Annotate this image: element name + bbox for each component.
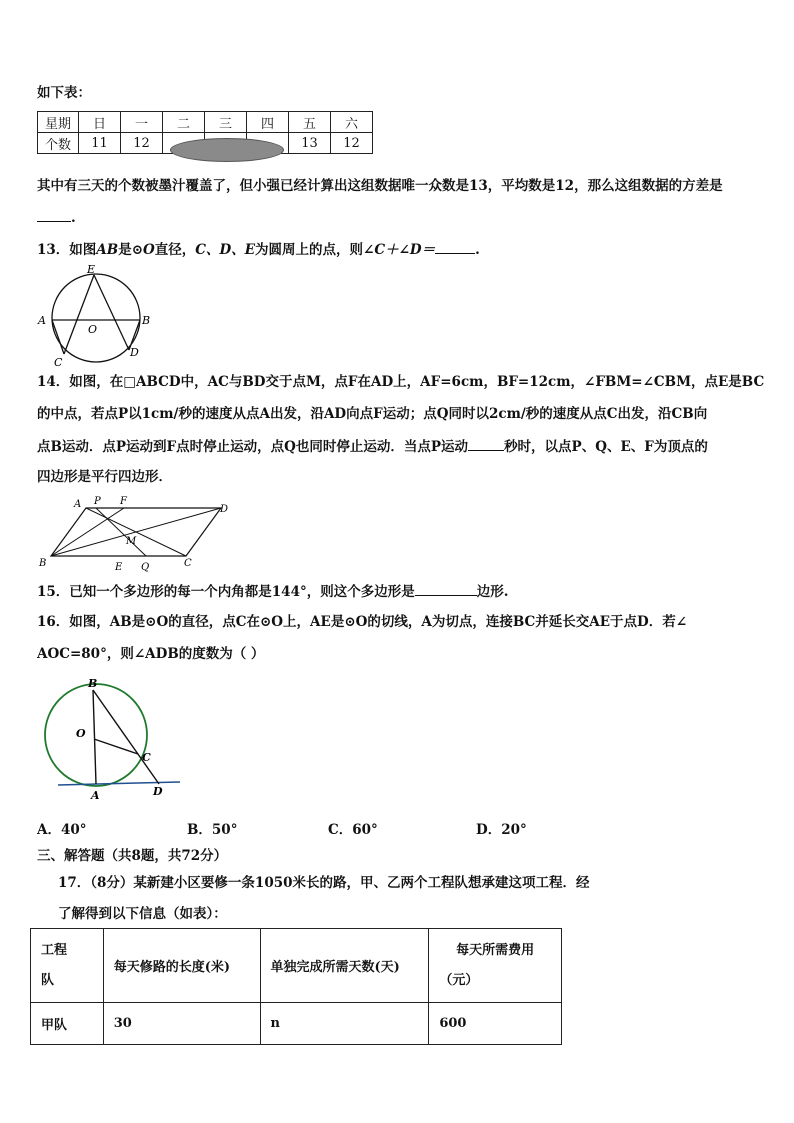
answer-blank [37,207,71,222]
table-row [31,1003,562,1045]
circle-shape [52,274,140,362]
cell-cost: 600 [429,1003,562,1045]
q13-text [37,239,480,260]
option-a[interactable]: A．40° [37,822,87,838]
cell-days: n [260,1003,429,1045]
line-bd [93,690,159,784]
q13-points: C、D、E [195,242,256,258]
label-a: A [91,789,100,802]
label-b: B [142,314,151,327]
q16-line2: AOC=80°，则∠ADB的度数为（ ） [37,646,265,662]
count-cell: 13 [289,133,331,154]
label-c: C [142,751,151,764]
label-c: C [54,356,63,369]
header-days: 单独完成所需天数(天) [260,929,429,1003]
label-p: P [94,496,101,507]
cell-team: 甲队 [31,1003,104,1045]
count-cell: 12 [121,133,163,154]
cell-length: 30 [103,1003,260,1045]
diagonal-bd [51,508,221,556]
q14-line3 [37,436,708,457]
count-cell: 11 [79,133,121,154]
label-d: D [130,346,139,359]
q15-prefix: 15．已知一个多边形的每一个内角都是144°，则这个多边形是 [37,584,415,600]
chord-ed [94,275,129,350]
intro-text: 如下表： [37,85,91,101]
label-b: B [39,558,47,569]
answer-blank [468,436,504,451]
segment-bf [51,508,124,556]
label-e: E [115,562,123,573]
q13-expression: ∠C＋∠D＝ [363,242,436,258]
q14-line1: 14．如图，在□ABCD中，AC与BD交于点M，点F在AD上，AF=6cm，BF=12cm，∠FBM=∠CBM，点E是BC [37,374,765,390]
label-m: M [126,536,137,547]
section-heading: 三、解答题（共8题，共72分） [37,848,228,864]
header-length: 每天修路的长度(米) [103,929,260,1003]
day-cell: 三 [205,112,247,133]
q15-suffix: 边形. [476,584,509,600]
count-cell: 12 [331,133,373,154]
diameter-ab [93,690,96,784]
label-o: O [88,323,98,336]
label-d: D [153,785,163,798]
segment-pq [96,508,146,556]
q12-line2 [37,207,76,228]
day-cell: 一 [121,112,163,133]
q14-line3-b: 秒时，以点P、Q、E、F为顶点的 [504,439,708,455]
header-team [31,929,104,1003]
q13-circle: ⊙O [131,242,155,258]
header-team-line2: 队 [41,972,55,988]
header-cost-line1: 每天所需费用 [456,942,535,958]
label-b: B [88,677,98,690]
q13-prefix: 13．如图 [37,242,97,258]
answer-blank [435,239,475,254]
header-team-line1: 工程 [41,942,68,958]
label-q: Q [141,562,150,573]
q14-line4: 四边形是平行四边形． [37,469,172,485]
table-row-header: 星期 [38,112,79,133]
label-e: E [87,263,96,276]
q16-circle-figure [38,672,188,804]
chord-ce [64,275,94,354]
chord-ac [52,320,64,354]
header-cost-line2: （元） [439,972,479,988]
q14-parallelogram-figure [36,492,236,574]
option-c[interactable]: C．60° [328,822,378,838]
label-o: O [76,727,86,740]
q13-mid2: 直径， [154,242,196,258]
day-cell: 五 [289,112,331,133]
label-a: A [38,314,46,327]
option-d[interactable]: D．20° [476,822,527,838]
q13-ab: AB [96,242,119,258]
q13-end: . [475,242,480,258]
q12-line1: 其中有三天的个数被墨汁覆盖了，但小强已经计算出这组数据唯一众数是13，平均数是12，那么这组数据的方差是 [37,178,723,194]
day-cell: 六 [331,112,373,133]
q16-line1: 16．如图，AB是⊙O的直径，点C在⊙O上，AE是⊙O的切线，A为切点，连接BC并延长交AE于点D．若∠ [37,614,688,630]
q17-line2: 了解得到以下信息（如表）： [58,906,227,922]
option-b[interactable]: B．50° [187,822,238,838]
team-info-table [30,928,562,1045]
answer-blank [415,581,477,596]
day-cell: 四 [247,112,289,133]
label-d: D [220,504,229,515]
table-row-header: 个数 [38,133,79,154]
header-cost [429,929,562,1003]
q17-line1: 17．（8分）某新建小区要修一条1050米长的路，甲、乙两个工程队想承建这项工程．经 [58,875,590,891]
q14-line2: 的中点，若点P以1cm/秒的速度从点A出发，沿AD向点F运动；点Q同时以2cm/秒的速度从点C出发，沿CB向 [37,406,708,422]
q14-line3-a: 点B运动．点P运动到F点时停止运动，点Q也同时停止运动．当点P运动 [37,439,469,455]
day-cell: 日 [79,112,121,133]
ink-blot [170,138,284,162]
radius-oc [94,739,138,754]
label-c: C [184,558,192,569]
q15-text [37,581,508,602]
day-cell: 二 [163,112,205,133]
q13-mid1: 是 [118,242,132,258]
q12-period: . [71,210,76,226]
label-a: A [74,499,82,510]
label-f: F [120,496,127,507]
q13-mid3: 为圆周上的点，则 [255,242,364,258]
table-header-row [31,929,562,1003]
weekday-row [38,112,373,133]
q13-circle-figure [34,262,158,372]
